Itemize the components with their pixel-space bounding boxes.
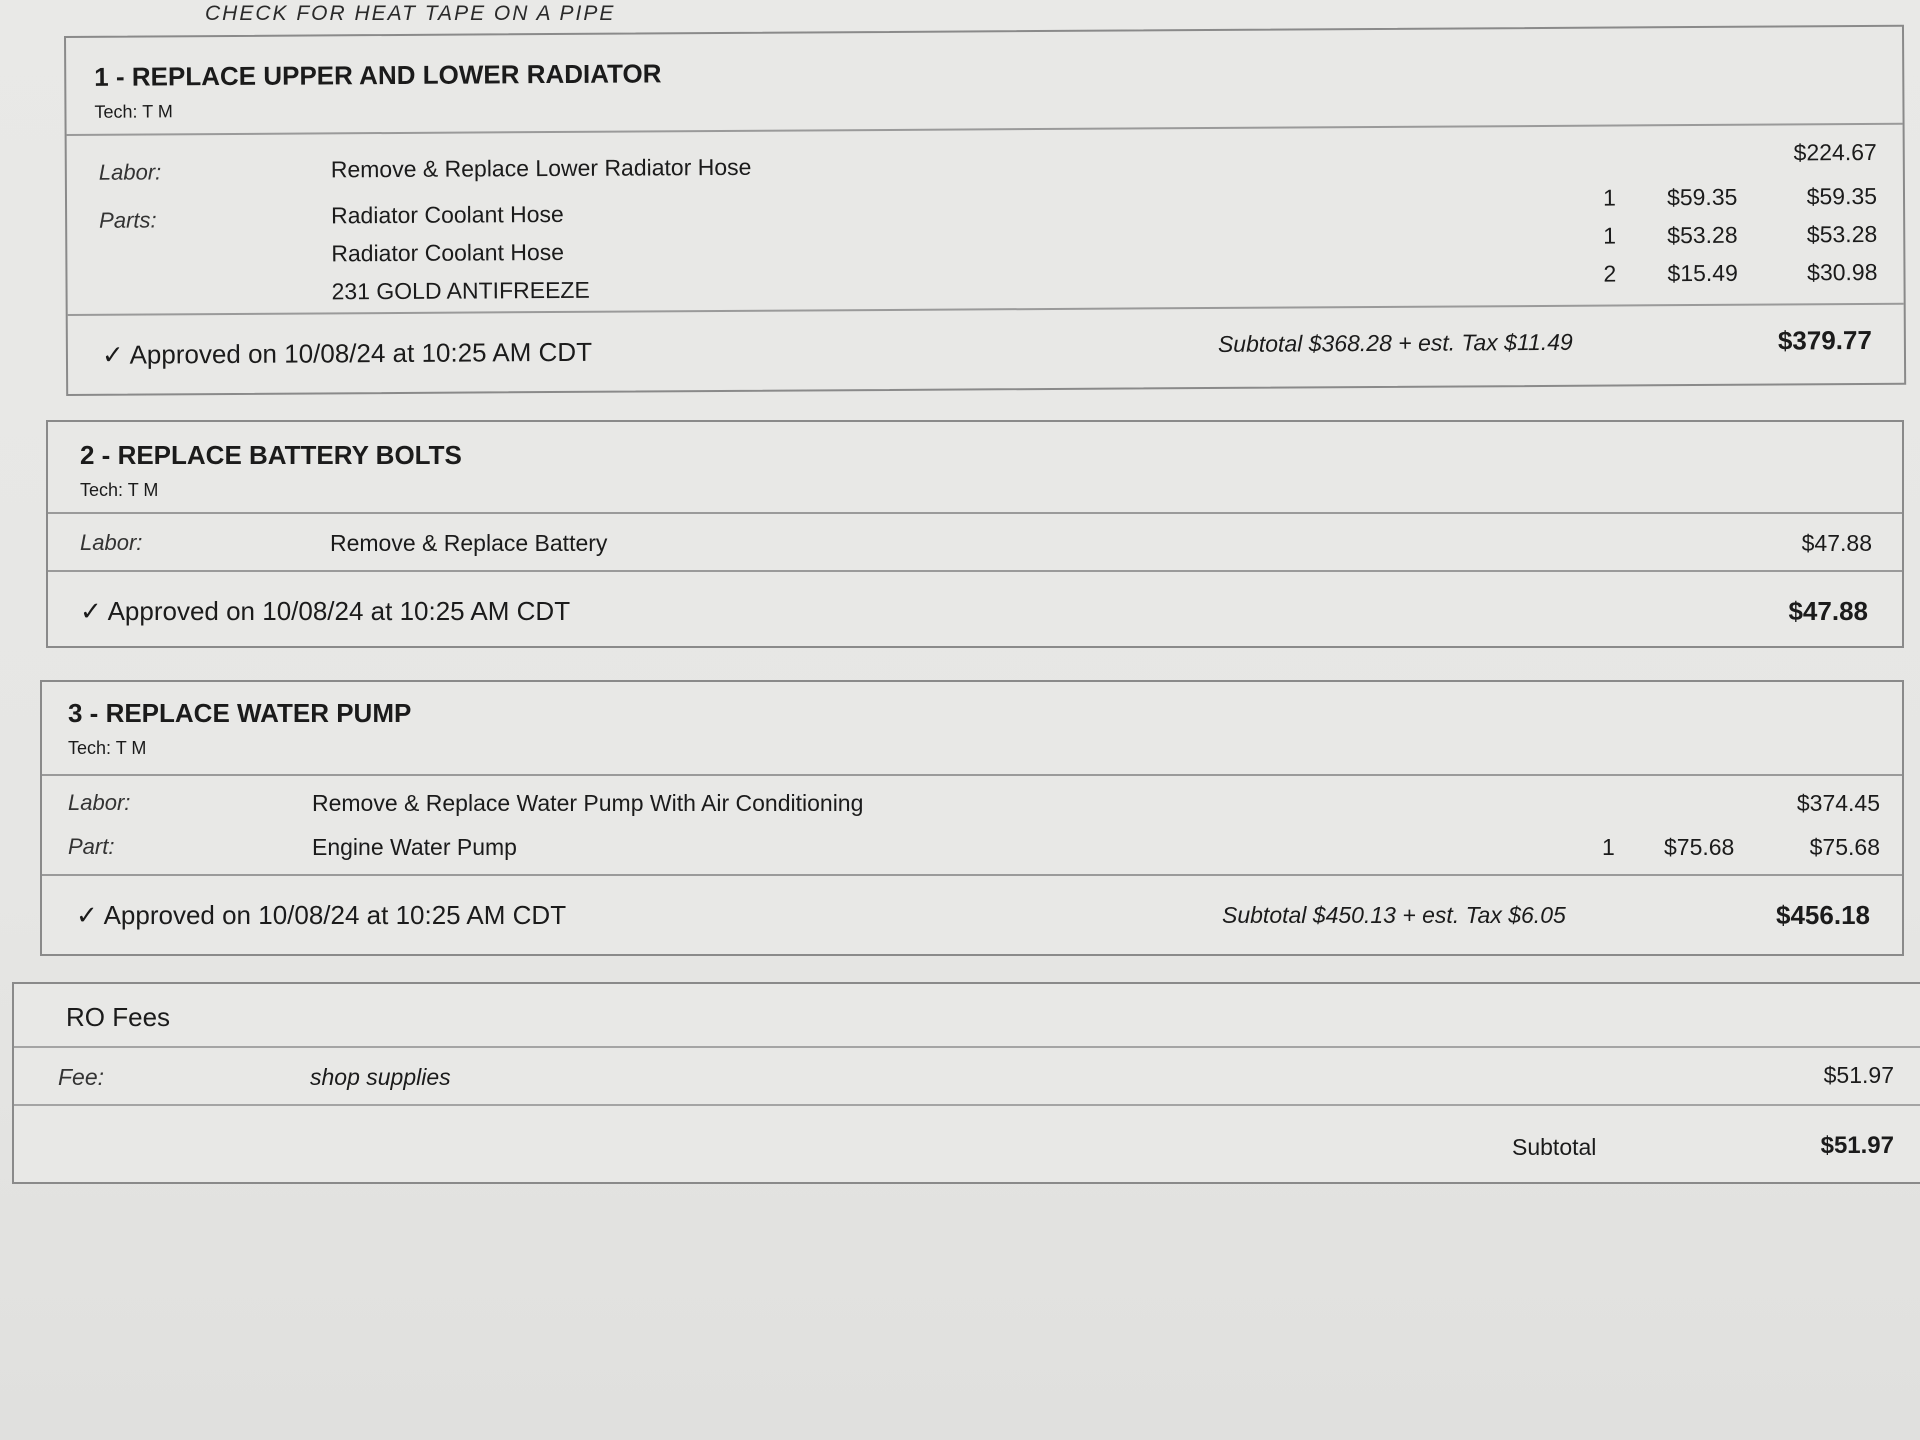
- fee-desc: shop supplies: [310, 1064, 451, 1090]
- job-2-labor-desc: Remove & Replace Battery: [330, 530, 608, 556]
- job-2-title: 2 - REPLACE BATTERY BOLTS: [80, 440, 462, 470]
- job-1-footer: [68, 303, 1904, 396]
- part-ext: $75.68: [1809, 834, 1880, 860]
- job-3-footer: [42, 874, 1902, 958]
- job-3-labor-amount: $374.45: [1796, 790, 1880, 816]
- job-3-approved: ✓ Approved on 10/08/24 at 10:25 AM CDT: [76, 900, 567, 930]
- job-1-subtotal: Subtotal $368.28 + est. Tax $11.49: [1217, 328, 1573, 357]
- job-2-header: [48, 422, 1902, 514]
- job-2-total: $47.88: [1788, 596, 1868, 626]
- fee-amount: $51.97: [1823, 1062, 1894, 1088]
- job-3-total: $456.18: [1776, 900, 1870, 930]
- job-1-total: $379.77: [1777, 324, 1872, 356]
- part-price: $59.35: [1666, 183, 1738, 211]
- job-3-labor-label: Labor:: [68, 790, 131, 815]
- job-1-labor-label: Labor:: [98, 159, 162, 185]
- job-1-approved: ✓ Approved on 10/08/24 at 10:25 AM CDT: [101, 336, 593, 370]
- ro-fees-divider-1: [14, 1046, 1920, 1048]
- part-price: $75.68: [1664, 834, 1735, 860]
- ro-fees-subtotal-label: Subtotal: [1512, 1134, 1597, 1160]
- job-2-labor-amount: $47.88: [1801, 530, 1872, 556]
- part-qty: 1: [1602, 184, 1616, 211]
- part-desc: Engine Water Pump: [312, 834, 517, 860]
- part-desc: Radiator Coolant Hose: [331, 200, 564, 229]
- fee-label: Fee:: [58, 1064, 105, 1090]
- ro-fees-subtotal-amount: $51.97: [1820, 1132, 1894, 1159]
- ro-fees-title: RO Fees: [66, 1002, 171, 1032]
- part-qty: 2: [1603, 260, 1617, 287]
- job-1-header: [66, 27, 1903, 136]
- part-desc: 231 GOLD ANTIFREEZE: [331, 276, 590, 305]
- job-3-subtotal: Subtotal $450.13 + est. Tax $6.05: [1222, 902, 1566, 928]
- job-2-footer: [48, 570, 1902, 650]
- job-3-header: [42, 682, 1902, 776]
- part-price: $15.49: [1667, 259, 1738, 287]
- header-note: CHECK FOR HEAT TAPE ON A PIPE: [205, 2, 616, 25]
- job-3-part-label: Part:: [68, 834, 115, 859]
- ro-fees-card: [12, 982, 1920, 1184]
- part-ext: $59.35: [1806, 182, 1878, 210]
- job-2-card: [46, 420, 1904, 648]
- job-2-tech: Tech: T M: [80, 480, 159, 500]
- part-price: $53.28: [1667, 221, 1738, 249]
- job-3-title: 3 - REPLACE WATER PUMP: [68, 698, 412, 728]
- job-1-title: 1 - REPLACE UPPER AND LOWER RADIATOR: [94, 58, 662, 92]
- part-ext: $30.98: [1807, 258, 1878, 286]
- part-ext: $53.28: [1806, 220, 1878, 248]
- job-1-parts-label: Parts:: [99, 207, 157, 233]
- job-2-labor-label: Labor:: [80, 530, 143, 555]
- job-1-tech: Tech: T M: [94, 101, 173, 122]
- job-1-card: [64, 25, 1906, 396]
- part-desc: Radiator Coolant Hose: [331, 238, 565, 267]
- job-2-approved: ✓ Approved on 10/08/24 at 10:25 AM CDT: [80, 596, 571, 626]
- ro-fees-divider-2: [14, 1104, 1920, 1106]
- job-3-card: [40, 680, 1904, 956]
- part-qty: 1: [1602, 834, 1615, 860]
- job-1-labor-desc: Remove & Replace Lower Radiator Hose: [330, 153, 752, 183]
- job-1-labor-amount: $224.67: [1793, 138, 1877, 166]
- part-qty: 1: [1603, 222, 1617, 249]
- job-3-tech: Tech: T M: [68, 738, 147, 758]
- job-3-labor-desc: Remove & Replace Water Pump With Air Conditioning: [312, 790, 864, 816]
